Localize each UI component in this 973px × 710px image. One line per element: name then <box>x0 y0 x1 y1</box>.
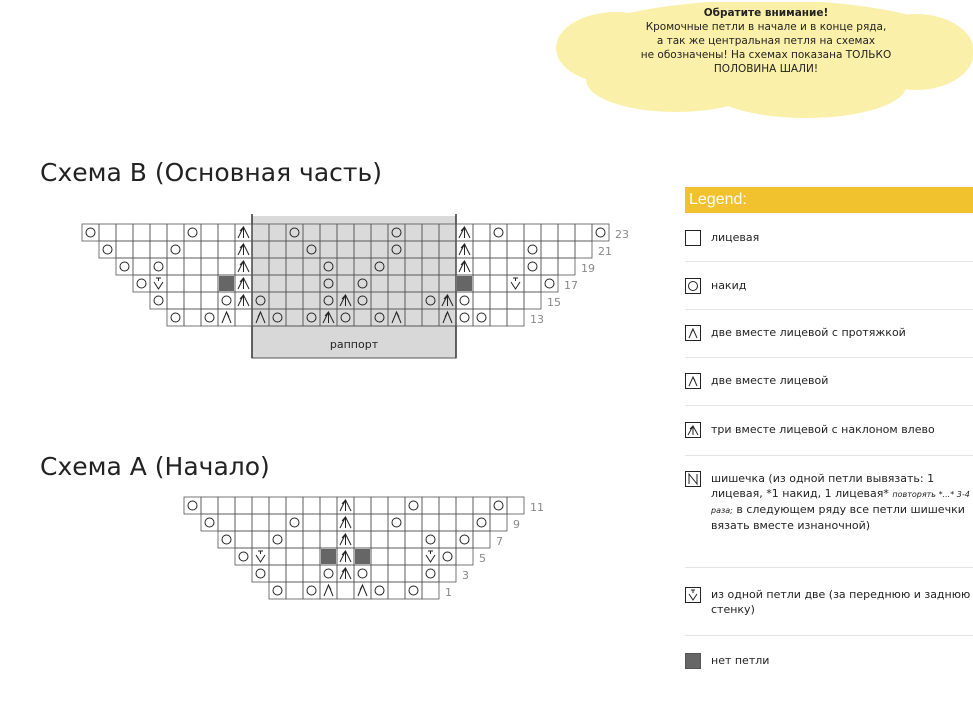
scheme-a-grid <box>184 493 554 603</box>
chart-cell <box>269 531 286 548</box>
chart-cell <box>473 309 490 326</box>
yarn-over-icon <box>375 586 384 595</box>
yarn-over-icon <box>256 569 265 578</box>
chart-cell <box>354 514 371 531</box>
legend <box>685 187 973 667</box>
chart-cell <box>286 582 303 599</box>
chart-cell <box>388 531 405 548</box>
k3tog-icon <box>459 244 470 255</box>
chart-cell <box>286 548 303 565</box>
chart-cell <box>150 241 167 258</box>
chart-cell <box>116 258 133 275</box>
yarn-over-icon <box>460 313 469 322</box>
chart-cell <box>388 565 405 582</box>
yarn-over-icon <box>426 569 435 578</box>
yarn-over-icon <box>205 313 214 322</box>
chart-cell <box>422 531 439 548</box>
chart-cell <box>558 224 575 241</box>
chart-cell <box>388 548 405 565</box>
yarn-over-icon <box>222 535 231 544</box>
yarn-over-icon <box>409 501 418 510</box>
chart-cell <box>201 258 218 275</box>
row-number: 17 <box>564 279 578 292</box>
chart-cell <box>507 241 524 258</box>
k3tog-icon <box>340 568 351 579</box>
chart-cell <box>473 531 490 548</box>
chart-cell <box>218 292 235 309</box>
chart-cell <box>405 582 422 599</box>
no-stitch-icon <box>457 276 472 291</box>
yarn-over-icon <box>460 535 469 544</box>
chart-cell <box>252 497 269 514</box>
legend-item-yarn-over: накид <box>685 275 973 310</box>
chart-cell <box>473 275 490 292</box>
scheme-a-chart <box>184 493 554 603</box>
chart-cell <box>235 497 252 514</box>
k3tog-icon <box>340 534 351 545</box>
chart-cell <box>235 548 252 565</box>
increase-icon <box>685 587 701 603</box>
chart-cell <box>133 224 150 241</box>
chart-cell <box>252 514 269 531</box>
chart-cell <box>320 497 337 514</box>
chart-cell <box>541 275 558 292</box>
chart-cell <box>201 514 218 531</box>
chart-cell <box>269 497 286 514</box>
yarn-over-icon <box>494 501 503 510</box>
chart-cell <box>167 258 184 275</box>
k2tog-icon <box>222 312 231 323</box>
attention-note <box>566 6 966 76</box>
chart-cell <box>167 275 184 292</box>
chart-cell <box>303 582 320 599</box>
yarn-over-icon <box>222 296 231 305</box>
yarn-over-icon <box>86 228 95 237</box>
chart-cell <box>201 309 218 326</box>
attention-line: Кромочные петли в начале и в конце ряда, <box>645 21 887 33</box>
chart-cell <box>456 497 473 514</box>
chart-cell <box>439 565 456 582</box>
row-number: 23 <box>615 228 629 241</box>
k3tog-icon <box>459 261 470 272</box>
legend-item-knit: лицевая <box>685 227 973 262</box>
chart-cell <box>286 531 303 548</box>
chart-cell <box>473 497 490 514</box>
k3tog-icon <box>238 227 249 238</box>
chart-cell <box>116 241 133 258</box>
row-number: 13 <box>530 313 544 326</box>
chart-cell <box>184 309 201 326</box>
chart-cell <box>490 309 507 326</box>
chart-cell <box>371 531 388 548</box>
chart-cell <box>405 565 422 582</box>
chart-cell <box>524 241 541 258</box>
chart-cell <box>388 514 405 531</box>
chart-cell <box>371 582 388 599</box>
yarn-over-icon <box>290 518 299 527</box>
yarn-over-icon <box>528 262 537 271</box>
no-stitch-icon <box>685 653 701 669</box>
ssk-icon <box>685 325 701 341</box>
repeat-label: раппорт <box>329 338 379 351</box>
chart-cell <box>184 258 201 275</box>
no-stitch-icon <box>321 549 336 564</box>
yarn-over-icon <box>494 228 503 237</box>
attention-title: Обратите внимание! <box>703 7 829 19</box>
yarn-over-icon <box>409 586 418 595</box>
chart-cell <box>320 565 337 582</box>
empty-square-icon <box>685 230 701 246</box>
chart-cell <box>456 292 473 309</box>
yarn-over-icon <box>103 245 112 254</box>
chart-cell <box>201 497 218 514</box>
chart-cell <box>133 241 150 258</box>
chart-cell <box>541 224 558 241</box>
chart-cell <box>490 241 507 258</box>
chart-cell <box>456 514 473 531</box>
chart-cell <box>184 275 201 292</box>
chart-cell <box>422 565 439 582</box>
chart-cell <box>558 258 575 275</box>
chart-cell <box>303 514 320 531</box>
chart-cell <box>490 258 507 275</box>
row-number: 9 <box>513 518 520 531</box>
legend-item-ssk: две вместе лицевой с протяжкой <box>685 321 973 358</box>
row-number: 1 <box>445 586 452 599</box>
chart-cell <box>473 224 490 241</box>
k3tog-icon <box>238 278 249 289</box>
increase-icon <box>511 278 520 289</box>
chart-cell <box>218 258 235 275</box>
k3tog-icon <box>238 261 249 272</box>
legend-item-no-stitch: нет петли <box>685 649 973 679</box>
chart-cell <box>592 224 609 241</box>
chart-cell <box>167 241 184 258</box>
chart-cell <box>422 497 439 514</box>
chart-cell <box>235 531 252 548</box>
chart-cell <box>473 241 490 258</box>
chart-cell <box>456 309 473 326</box>
chart-cell <box>320 514 337 531</box>
chart-cell <box>286 565 303 582</box>
chart-cell <box>354 565 371 582</box>
scheme-b-grid <box>82 212 642 362</box>
legend-item-k2tog: две вместе лицевой <box>685 369 973 406</box>
chart-cell <box>490 514 507 531</box>
chart-cell <box>371 514 388 531</box>
k2tog-icon <box>324 585 333 596</box>
chart-cell <box>303 548 320 565</box>
row-number: 15 <box>547 296 561 309</box>
row-number: 11 <box>530 501 544 514</box>
yarn-over-icon <box>477 518 486 527</box>
chart-cell <box>490 497 507 514</box>
chart-cell <box>218 224 235 241</box>
yarn-over-icon <box>171 245 180 254</box>
k3tog-icon <box>238 244 249 255</box>
chart-cell <box>269 514 286 531</box>
chart-cell <box>473 514 490 531</box>
attention-line: не обозначены! На схемах показана ТОЛЬКО <box>640 49 892 61</box>
chart-cell <box>201 275 218 292</box>
chart-cell <box>150 292 167 309</box>
chart-cell <box>575 241 592 258</box>
chart-cell <box>558 241 575 258</box>
yarn-over-icon <box>392 518 401 527</box>
chart-cell <box>218 241 235 258</box>
yarn-over-icon <box>120 262 129 271</box>
chart-cell <box>184 241 201 258</box>
yarn-over-icon <box>154 262 163 271</box>
k3tog-icon <box>340 517 351 528</box>
yarn-over-icon <box>324 569 333 578</box>
chart-cell <box>507 224 524 241</box>
chart-cell <box>575 224 592 241</box>
chart-cell <box>252 531 269 548</box>
chart-cell <box>201 241 218 258</box>
chart-cell <box>388 497 405 514</box>
chart-cell <box>405 514 422 531</box>
chart-cell <box>218 531 235 548</box>
no-stitch-icon <box>219 276 234 291</box>
scheme-b-title: Схема B (Основная часть) <box>40 158 382 187</box>
chart-cell <box>456 548 473 565</box>
chart-cell <box>439 531 456 548</box>
yarn-over-icon <box>154 296 163 305</box>
chart-cell <box>371 565 388 582</box>
chart-cell <box>286 497 303 514</box>
yarn-over-icon <box>426 535 435 544</box>
chart-cell <box>422 582 439 599</box>
chart-cell <box>507 292 524 309</box>
chart-cell <box>371 548 388 565</box>
chart-cell <box>405 548 422 565</box>
chart-cell <box>490 275 507 292</box>
chart-cell <box>388 582 405 599</box>
chart-cell <box>133 258 150 275</box>
chart-cell <box>439 548 456 565</box>
yarn-over-icon <box>545 279 554 288</box>
k3tog-icon <box>340 551 351 562</box>
chart-cell <box>235 309 252 326</box>
chart-cell <box>252 565 269 582</box>
chart-cell <box>354 531 371 548</box>
chart-cell <box>184 497 201 514</box>
ssk-icon <box>358 585 367 596</box>
chart-cell <box>320 531 337 548</box>
chart-cell <box>507 309 524 326</box>
row-number: 5 <box>479 552 486 565</box>
chart-cell <box>303 497 320 514</box>
chart-cell <box>422 514 439 531</box>
chart-cell <box>269 582 286 599</box>
chart-cell <box>184 292 201 309</box>
chart-cell <box>201 224 218 241</box>
yarn-over-icon <box>358 569 367 578</box>
chart-cell <box>524 275 541 292</box>
chart-cell <box>150 258 167 275</box>
chart-cell <box>473 258 490 275</box>
chart-cell <box>269 548 286 565</box>
chart-cell <box>218 497 235 514</box>
row-number: 7 <box>496 535 503 548</box>
chart-cell <box>167 224 184 241</box>
legend-title: Legend: <box>685 187 973 213</box>
chart-cell <box>456 531 473 548</box>
chart-cell <box>507 258 524 275</box>
yarn-over-icon <box>205 518 214 527</box>
scheme-b-chart <box>82 212 642 362</box>
scheme-a-title: Схема А (Начало) <box>40 452 270 481</box>
chart-cell <box>371 497 388 514</box>
chart-cell <box>167 309 184 326</box>
chart-cell <box>490 292 507 309</box>
yarn-over-icon <box>171 313 180 322</box>
yarn-over-icon <box>685 278 701 294</box>
legend-item-increase: из одной петли две (за переднюю и заднюю стенку) <box>685 583 973 636</box>
k3tog-icon <box>459 227 470 238</box>
legend-item-k3tog: три вместе лицевой с наклоном влево <box>685 417 973 456</box>
chart-cell <box>473 292 490 309</box>
chart-cell <box>218 514 235 531</box>
chart-cell <box>524 258 541 275</box>
row-number: 3 <box>462 569 469 582</box>
row-number: 19 <box>581 262 595 275</box>
chart-cell <box>303 531 320 548</box>
increase-icon <box>426 551 435 562</box>
yarn-over-icon <box>188 228 197 237</box>
chart-cell <box>405 497 422 514</box>
chart-cell <box>184 224 201 241</box>
yarn-over-icon <box>596 228 605 237</box>
chart-cell <box>439 514 456 531</box>
bobble-icon <box>685 471 701 487</box>
chart-cell <box>439 497 456 514</box>
k2tog-icon <box>685 373 701 389</box>
yarn-over-icon <box>273 586 282 595</box>
legend-item-bobble: шишечка (из одной петли вывязать: 1 лицевая, *1 накид, 1 лицевая* повторять *...* 3-4 раза; в следующем ряду все петли шишечки вязать вместе изнаночной) <box>685 467 973 568</box>
chart-cell <box>99 224 116 241</box>
increase-icon <box>256 551 265 562</box>
chart-cell <box>490 224 507 241</box>
attention-line: а так же центральная петля на схемах <box>656 35 876 47</box>
k3tog-icon <box>685 422 701 438</box>
yarn-over-icon <box>307 586 316 595</box>
chart-cell <box>541 258 558 275</box>
chart-cell <box>507 497 524 514</box>
chart-cell <box>337 582 354 599</box>
attention-line: ПОЛОВИНА ШАЛИ! <box>713 63 819 75</box>
chart-cell <box>235 514 252 531</box>
chart-cell <box>303 565 320 582</box>
yarn-over-icon <box>460 296 469 305</box>
chart-cell <box>99 241 116 258</box>
chart-cell <box>82 224 99 241</box>
chart-cell <box>354 497 371 514</box>
chart-cell <box>405 531 422 548</box>
row-number: 21 <box>598 245 612 258</box>
chart-cell <box>524 292 541 309</box>
chart-cell <box>201 292 218 309</box>
yarn-over-icon <box>528 245 537 254</box>
chart-cell <box>541 241 558 258</box>
no-stitch-icon <box>355 549 370 564</box>
k3tog-icon <box>340 500 351 511</box>
yarn-over-icon <box>188 501 197 510</box>
k3tog-icon <box>238 295 249 306</box>
chart-cell <box>150 224 167 241</box>
yarn-over-icon <box>443 552 452 561</box>
chart-cell <box>133 275 150 292</box>
chart-cell <box>524 224 541 241</box>
chart-cell <box>286 514 303 531</box>
chart-cell <box>269 565 286 582</box>
increase-icon <box>154 278 163 289</box>
chart-cell <box>167 292 184 309</box>
yarn-over-icon <box>239 552 248 561</box>
yarn-over-icon <box>273 535 282 544</box>
yarn-over-icon <box>137 279 146 288</box>
yarn-over-icon <box>477 313 486 322</box>
chart-cell <box>116 224 133 241</box>
